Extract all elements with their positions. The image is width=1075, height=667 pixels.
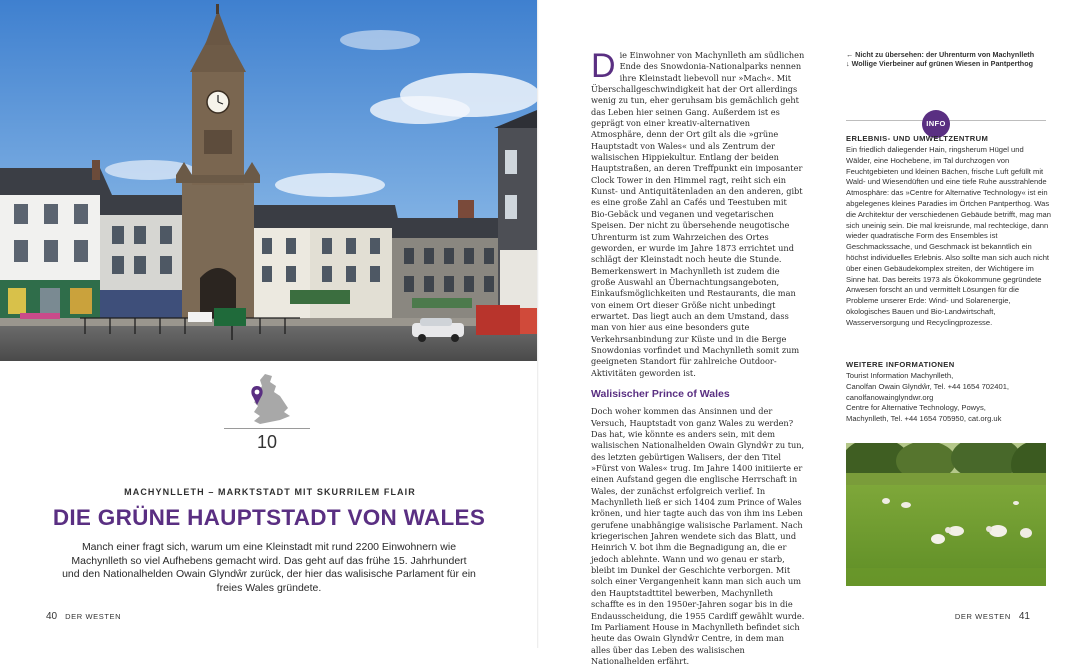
sidebar-column — [846, 50, 1052, 424]
paragraph-1-text: ie Einwohner von Machynlleth am südlichen Ende des Snowdonia-Nationalparks nennen ihre Kleinstadt liebevoll nur »Mach«. Mit Überschallgeschwindigkeit hat der Ort allerdings wenig zu tun, eher geruhsam bis gemächlich geht das Leben hier seinen Gang. Außerdem ist es geprägt von einer kreativ-alternativen Atmosphäre, denn der Ort gilt als die »grüne Hauptstadt von Wales« und als Zentrum der walisischen Hippiekultur. Entlang der beiden Hauptstraßen, an deren Treffpunkt ein imposanter Clock Tower in den Himmel ragt, reiht sich ein Kunst- und Antiquitätenladen an den anderen, gibt es eine große Zahl an Cafés und Teestuben mit Bio-Gebäck und veganen und vegetarischen Speisen. Der nicht zu übersehende neugotische Uhrenturm ist zum Wahrzeichen des Ortes geworden, er wurde im Jahre 1873 errichtet und schlägt der Kleinstadt noch heute die Stunde. Bemerkenswert in Machynlleth ist zudem die große Auswahl an Übernachtungsangeboten, Einkaufsmöglichkeiten und Restaurants, die man von einem Ort dieser Größe nicht unbedingt erwartet. Das liegt auch an dem Umstand, dass man von hier aus eine besonders gute Verkehrsanbindung zur Küste und in die Berge Snowdonias vorfindet und Machynlleth somit zum geeigneten Standort für zahlreiche Outdoor-Aktivitäten geworden ist. — [591, 50, 805, 378]
article-paragraph-2: Doch woher kommen das Ansinnen und der Versuch, Hauptstadt von ganz Wales zu werden? Das hat, wie könnte es anders sein, mit dem walisischen Nationalhelden Owain Glyndŵr zu tun, des letzten gebürtigen Walisers, der den Titel »Fürst von Wales« trug. Im Jahre 1400 initiierte er einen Aufstand gegen die englische Herrschaft in Wales, der zunächst erfolgreich verlief. In Machynlleth ließ er sich 1404 zum Prince of Wales krönen, und hier tagte auch das von ihm ins Leben gerufene unabhängige walisische Parlament. Nach kriegerischen Jahren wendete sich das Blatt, und Heinrich V. bot ihm die Begnadigung an, die er jedoch ablehnte. Wann und wo genau er starb, bleibt im Dunkel der Geschichte verborgen. Mit solch einer Vergangenheit kann man sich auch um den Hauptstadttitel bewerben, Machynlleth schaffte es in den 1950er-Jahren sogar bis in die Endausscheidung, die 1955 Cardiff gewählt wurde. Im Parliament House in Machynlleth befindet sich heute das Owain Glyndŵr Centre, in dem man alles über das Leben des walisischen Nationalhelden erfährt. — [591, 406, 805, 666]
sheep-meadow-photo — [846, 443, 1046, 586]
clock-tower-street-photo — [0, 0, 537, 361]
page-gutter — [537, 0, 539, 648]
section-name-left: DER WESTEN — [65, 612, 122, 621]
info-divider — [846, 110, 1046, 130]
photo-captions — [846, 50, 1046, 69]
chapter-number: 10 — [256, 432, 278, 452]
article-body — [591, 47, 805, 667]
folio-right — [955, 611, 1030, 622]
article-lead: Manch einer fragt sich, warum um eine Kleinstadt mit rund 2200 Einwohnern wie Machynlleth so viel Aufhebens gemacht wird. Das geht auf das frühe 15. Jahrhundert und den Nationalhelden Owain Glyndŵr zurück, der hier das walisische Parlament für ein freies Wales gründete. — [62, 541, 476, 594]
page-number-right: 41 — [1018, 611, 1030, 622]
contact-line-5: Machynlleth, Tel. +44 1654 705950, cat.org.uk — [846, 414, 1002, 424]
contact-line-4: Centre for Alternative Technology, Powys, — [846, 403, 986, 413]
article-subheading: Walisischer Prince of Wales — [591, 387, 730, 400]
contact-line-3: canolfanowainglyndwr.org — [846, 392, 934, 402]
article-kicker: MACHYNLLETH – MARKTSTADT MIT SKURRILEM FLAIR — [124, 487, 416, 497]
folio-left — [46, 611, 121, 622]
contact-line-1: Tourist Information Machynlleth, — [846, 371, 954, 380]
section-name-right: DER WESTEN — [954, 612, 1011, 621]
caption-sheep: ↓ Wollige Vierbeiner auf grünen Wiesen in Pantperthog — [846, 59, 1033, 69]
map-location-icon — [240, 372, 296, 426]
chapter-rule — [224, 428, 310, 429]
info-text-more — [846, 371, 1051, 425]
info-badge: INFO — [922, 110, 950, 138]
info-text-center: Ein friedlich daliegender Hain, ringsherum Hügel und Wälder, eine Hochebene, im Tal durchzogen von Feuchtgebieten und kleinen Bächen, frische Luft gefüllt mit Wald- und Wiesendüften und eine tiefe Ruhe ausstrahlende Atmosphäre: das »Centre for Alternative Technology« ist ein abgelegenes kleines Paradies im Örtchen Pantperthog. Was die Architektur der verschiedenen Gebäude betrifft, mag man sich uneinig sein. Die mal kreisrunde, mal rechteckige, dann wieder quadratische Form des Ensembles ist Geschmackssache, und Geschmack ist bekanntlich ein höchst individuelles Erlebnis. Also sollte man sich auch nicht über einen Gebäudekomplex streiten, der Wichtigere im Sinne hat. Das bereits 1973 als Ökokommune gegründete Anwesen forscht an und vermittelt Lösungen für die Probleme unserer Erde: Wind- und Solarenergie, ökologisches Bauen und Bio-Landwirtschaft, Wasserversorgung und Recyclingprozesse. — [846, 145, 1052, 327]
info-heading-more: WEITERE INFORMATIONEN — [846, 360, 955, 369]
info-heading-center: ERLEBNIS- UND UMWELTZENTRUM — [846, 134, 989, 143]
article-headline: DIE GRÜNE HAUPTSTADT VON WALES — [52, 505, 486, 530]
contact-line-2: Canolfan Owain Glyndŵr, Tel. +44 1654 702401, — [846, 381, 1010, 391]
page-number-left: 40 — [46, 611, 58, 622]
article-paragraph-1 — [591, 47, 805, 379]
caption-clock-tower: ← Nicht zu übersehen: der Uhrenturm von Machynlleth — [846, 50, 1035, 59]
drop-cap: D — [591, 47, 616, 85]
